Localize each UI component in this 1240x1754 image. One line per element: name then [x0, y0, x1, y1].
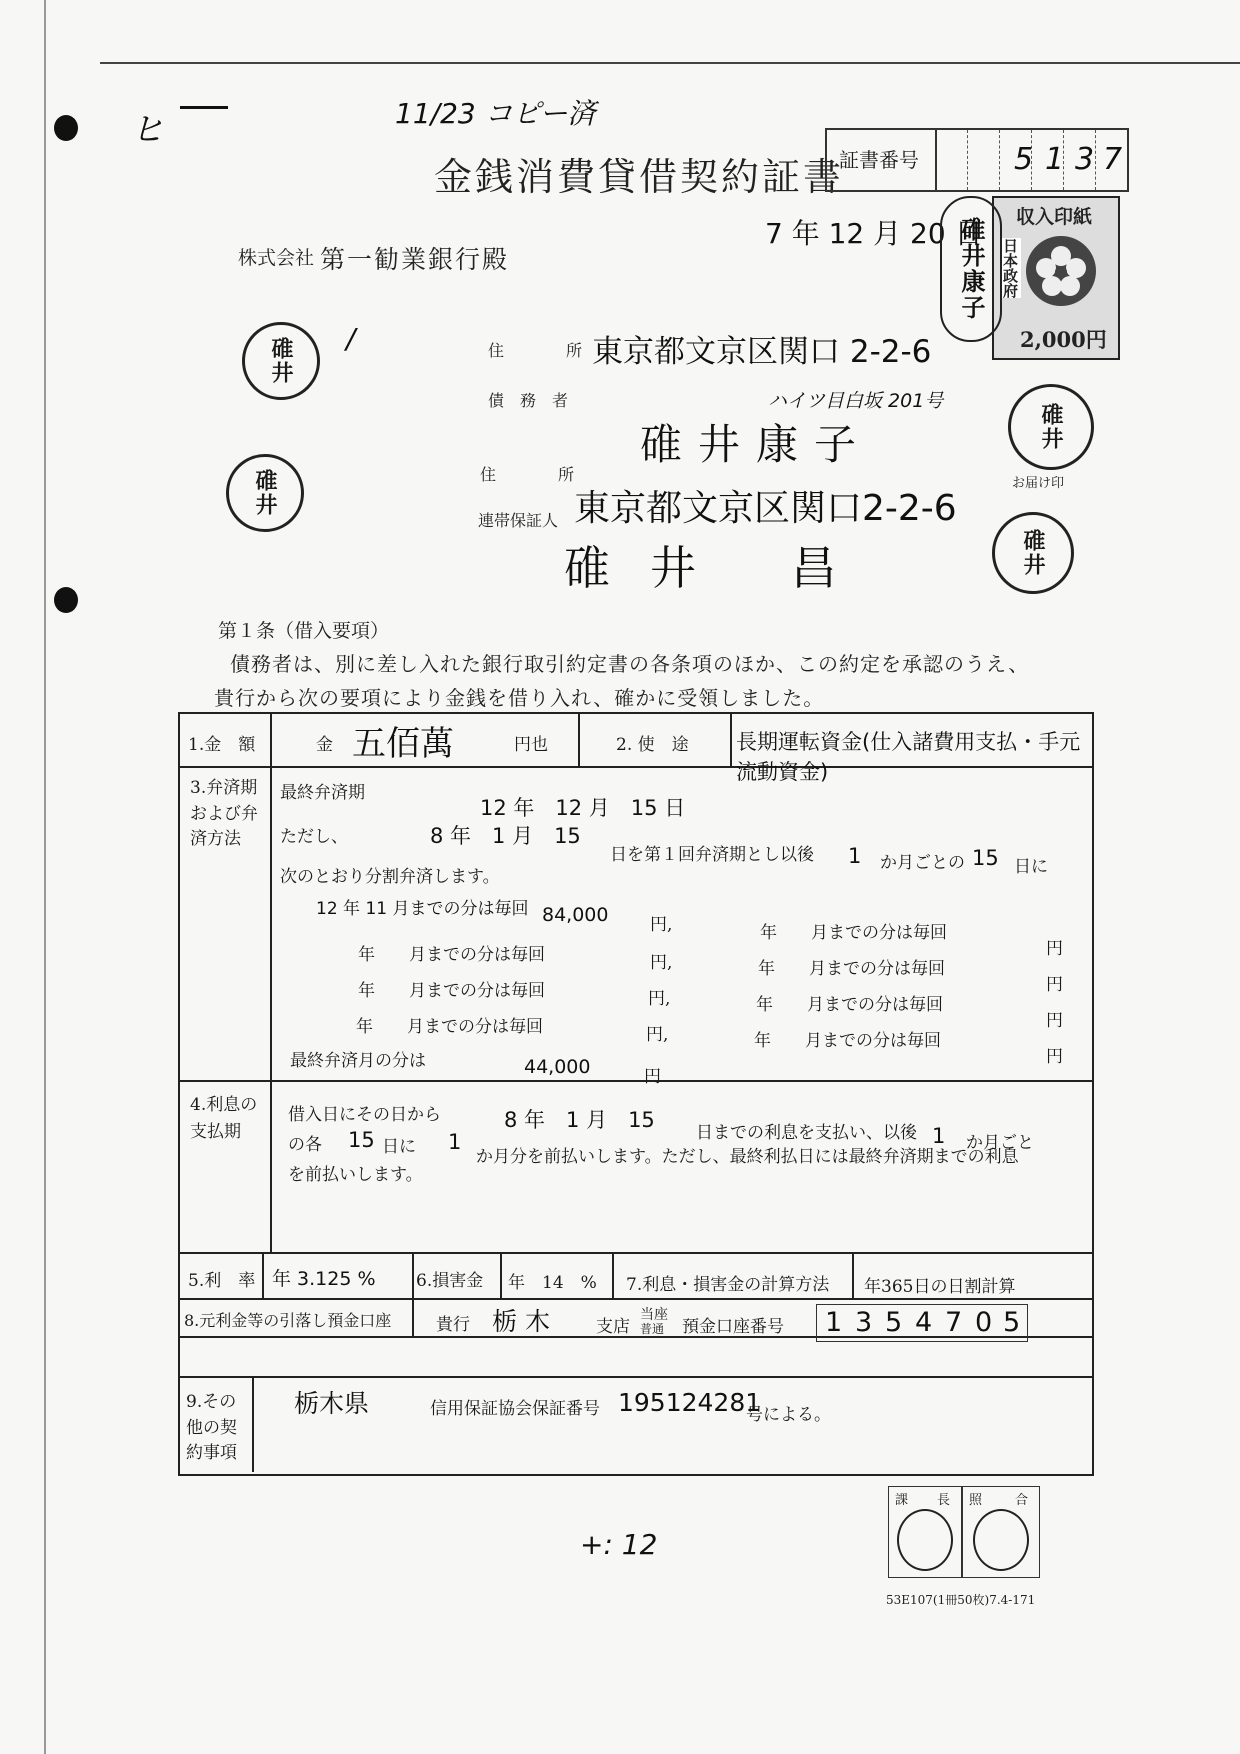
- cert-digit-1: 5: [1014, 142, 1034, 177]
- row1-suffix: 円也: [514, 735, 548, 755]
- seal-right-registered: 碓井: [1008, 384, 1094, 470]
- account-digit-6: 0: [975, 1307, 993, 1338]
- row5-label: 5.利 率: [188, 1271, 256, 1291]
- guarantor-address: 東京都文京区関口2-2-6: [574, 488, 957, 529]
- row3-line3: 次のとおり分割弁済します。: [280, 867, 500, 887]
- form-code: 53E107(1冊50枚)7.4-171: [886, 1593, 1036, 1607]
- document-title: 金銭消費貸借契約証書: [434, 155, 845, 199]
- seal-left-top-tick: /: [346, 322, 356, 355]
- debtor-address-line2: ハイツ目白坂 201号: [768, 390, 944, 412]
- row3-label: 3.弁済期および弁済方法: [190, 778, 258, 849]
- row1b-value: 長期運転資金(仕入諸費用支払・手元流動資金): [736, 730, 1081, 784]
- row4-line2-e: か月分を前払いします。ただし、最終利払日には最終弁済期までの利息: [476, 1147, 1019, 1167]
- approval-label-2: 長: [937, 1493, 951, 1508]
- row8-account-type: 当座: [640, 1307, 668, 1323]
- row3-line2-g: 日に: [1014, 857, 1048, 877]
- approval-label-3: 照: [969, 1493, 983, 1508]
- row3-lastmonth-label: 最終弁済月の分は: [290, 1051, 426, 1071]
- cert-digit-4: 7: [1103, 142, 1123, 177]
- approval-seal-2: [973, 1509, 1029, 1571]
- terms-table: [178, 712, 1094, 1476]
- row3-sched1-label: 12 年 11 月までの分は毎回: [316, 899, 529, 919]
- row8-account-type-2: 普通: [640, 1322, 665, 1336]
- debtor-address-label: 住 所: [488, 341, 593, 360]
- row3-sched-right-1: 年 月までの分は毎回: [760, 923, 947, 943]
- row4-line2-c: 日に: [382, 1137, 416, 1157]
- row3-lastmonth-yen: 円: [644, 1067, 661, 1087]
- account-digit-5: 7: [945, 1307, 963, 1338]
- left-mark: ヒ: [130, 110, 164, 150]
- row7-value: 年365日の日割計算: [864, 1277, 1016, 1297]
- row3-final-label: 最終弁済期: [280, 783, 365, 803]
- row3-sched1-amount: 84,000: [542, 904, 609, 926]
- row3-sched-right-3: 年 月までの分は毎回: [756, 995, 943, 1015]
- left-mark-dash: [180, 106, 228, 109]
- seal-left-bottom: 碓井: [226, 454, 304, 532]
- account-digit-1: 1: [825, 1307, 843, 1338]
- row4-line2-a: の各: [288, 1135, 322, 1155]
- cert-number-label: 証書番号: [839, 148, 919, 172]
- punch-hole-top: [54, 115, 78, 141]
- row4-line2-interval: 1: [448, 1130, 462, 1154]
- row9-prefecture: 栃木県: [294, 1389, 370, 1418]
- row3-interval: 1: [848, 844, 862, 868]
- seal-name-oval: 碓井康子: [940, 196, 1002, 342]
- row4-label: 4.利息の支払期: [190, 1095, 258, 1143]
- row3-lastmonth-amount: 44,000: [524, 1056, 591, 1078]
- row3-line2-e: か月ごとの: [880, 853, 965, 873]
- flower-icon: [1026, 236, 1096, 306]
- seal-registered-label: お届け印: [1012, 476, 1065, 491]
- row3-yen-left-4: 円,: [646, 1025, 669, 1045]
- row3-yen-right-1: 円: [1046, 939, 1063, 959]
- guarantor-name: 碓井 昌: [564, 541, 877, 595]
- page-top-edge: [100, 62, 1240, 64]
- row5-value: 年 3.125 %: [272, 1268, 376, 1290]
- row8-account-label: 預金口座番号: [682, 1317, 784, 1337]
- row4-line1-date: 8 年 1 月 15: [504, 1108, 655, 1132]
- row1b-label: 2. 使 途: [616, 735, 689, 755]
- row8-label: 8.元利金等の引落し預金口座: [184, 1311, 392, 1330]
- seal-right-guarantor: 碓井: [992, 512, 1074, 594]
- revenue-stamp-label: 収入印紙: [1016, 206, 1093, 228]
- row9-text-1: 信用保証協会保証番号: [430, 1399, 600, 1419]
- article-heading: 第１条（借入要項）: [218, 620, 390, 642]
- row3-line2-a: ただし、: [280, 827, 348, 847]
- row8-branch: 栃木: [492, 1307, 559, 1336]
- row3-yen-left-2: 円,: [650, 953, 673, 973]
- row3-sched-left-2: 年 月までの分は毎回: [358, 945, 545, 965]
- row3-line2-c: 日を第１回弁済期とし以後: [610, 845, 814, 865]
- article-line-1: 債務者は、別に差し入れた銀行取引約定書の各条項のほか、この約定を承認のうえ、: [230, 652, 1030, 676]
- row1-amount: 五佰萬: [352, 724, 454, 764]
- account-digit-7: 5: [1003, 1307, 1021, 1338]
- copy-note: 11/23 コピー済: [395, 97, 596, 130]
- punch-hole-middle: [54, 587, 78, 613]
- account-digit-4: 4: [915, 1307, 933, 1338]
- row3-sched-left-4: 年 月までの分は毎回: [356, 1017, 543, 1037]
- row4-line1-e: か月ごと: [966, 1133, 1034, 1153]
- guarantor-address-label: 住 所: [480, 465, 585, 484]
- row3-yen-left-3: 円,: [648, 989, 671, 1009]
- row4-line3: を前払いします。: [288, 1165, 423, 1185]
- row3-final-date: 12 年 12 月 15 日: [480, 796, 686, 820]
- cert-number-box: [825, 128, 1129, 192]
- row1-prefix: 金: [316, 735, 333, 755]
- row9-text-2: 号による。: [746, 1405, 831, 1425]
- account-digit-3: 5: [885, 1307, 903, 1338]
- row3-yen-right-3: 円: [1046, 1011, 1063, 1031]
- addressee-name: 第一勧業銀行殿: [320, 245, 510, 274]
- row3-first-date: 8 年 1 月 15: [430, 824, 581, 848]
- cert-digit-2: 1: [1045, 142, 1065, 177]
- revenue-stamp-amount: 2,000円: [1020, 327, 1107, 352]
- article-line-2: 貴行から次の要項により金銭を借り入れ、確かに受領しました。: [214, 686, 825, 710]
- addressee-prefix: 株式会社: [238, 247, 315, 269]
- row4-line2-day: 15: [348, 1128, 375, 1152]
- debtor-name: 碓井康子: [640, 420, 873, 469]
- row3-sched-right-2: 年 月までの分は毎回: [758, 959, 945, 979]
- approval-boxes: [888, 1486, 1040, 1578]
- contract-date: 7 年 12 月 20 日: [765, 217, 983, 250]
- debtor-role-label: 債 務 者: [488, 391, 569, 410]
- row4-line1-a: 借入日にその日から: [288, 1105, 441, 1125]
- row3-yen-right-4: 円: [1046, 1047, 1063, 1067]
- row3-sched-right-4: 年 月までの分は毎回: [754, 1031, 941, 1051]
- guarantor-role-label: 連帯保証人: [478, 511, 559, 530]
- seal-left-top: 碓井: [242, 322, 320, 400]
- row6-value: 年 14 %: [508, 1273, 597, 1293]
- row8-account-digits: [816, 1304, 1028, 1342]
- row8-bank: 貴行: [436, 1315, 470, 1335]
- row6-label: 6.損害金: [416, 1271, 484, 1291]
- approval-label-1: 課: [895, 1493, 909, 1508]
- revenue-stamp: [992, 196, 1120, 360]
- row7-label: 7.利息・損害金の計算方法: [626, 1275, 830, 1295]
- row9-label: 9.その他の契約事項: [186, 1392, 237, 1463]
- row8-branch-suffix: 支店: [596, 1317, 630, 1337]
- cert-digit-3: 3: [1075, 142, 1095, 177]
- account-digit-2: 3: [855, 1307, 873, 1338]
- debtor-address: 東京都文京区関口 2-2-6: [592, 334, 932, 370]
- row3-day: 15: [972, 846, 999, 870]
- footer-note: +: 12: [580, 1528, 658, 1561]
- approval-label-4: 合: [1015, 1493, 1029, 1508]
- row3-yen-right-2: 円: [1046, 975, 1063, 995]
- row9-number: 195124281: [618, 1388, 762, 1417]
- row3-sched-left-3: 年 月までの分は毎回: [358, 981, 545, 1001]
- row1-label: 1.金 額: [188, 735, 256, 755]
- revenue-stamp-country: 日本政府: [1001, 238, 1019, 298]
- page-left-edge: [44, 0, 46, 1754]
- row4-line1-c: 日までの利息を支払い、以後: [696, 1123, 917, 1143]
- approval-seal-1: [897, 1509, 953, 1571]
- row3-sched1-yen: 円,: [650, 915, 673, 935]
- row4-line1-interval: 1: [932, 1124, 946, 1148]
